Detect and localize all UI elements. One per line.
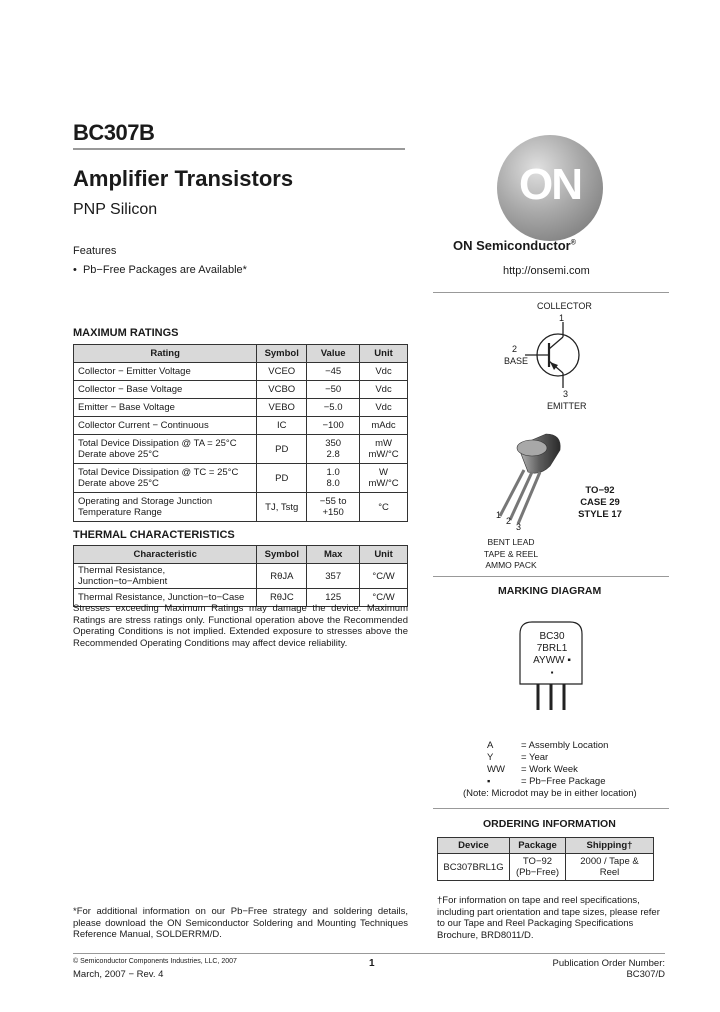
package-pin-1: 1 [496,510,502,520]
publication-number: BC307/D [626,969,665,980]
logo-text: ON [519,160,581,209]
page-title: Amplifier Transistors [73,166,294,191]
legend-key: A [487,740,494,751]
brand-name-text: ON Semiconductor [453,238,571,253]
collector-pin: 1 [559,313,565,323]
rating-cell: Emitter − Base Voltage [74,399,257,417]
column-header: Unit [360,345,408,363]
table-row [438,854,654,881]
symbol-cell: RθJC [257,589,307,607]
table-row [74,564,408,589]
column-header: Characteristic [74,546,257,564]
rating-line: Total Device Dissipation @ TA = 25°C [78,438,237,449]
lead-option: BENT LEAD [487,537,535,547]
legend-row [487,740,608,752]
legend-key: WW [487,764,505,775]
unit-cell [360,435,408,464]
legend-desc: = Year [521,752,549,763]
divider [433,576,669,577]
publication-label: Publication Order Number: [552,958,665,969]
table-row [74,464,408,493]
table-row [74,363,408,381]
stress-note: Stresses exceeding Maximum Ratings may damage the device. Maximum Ratings are stress ratings only. Functional operation above the Recommended Operating Conditions is not implied. Extended exposure to stresses above the Recommended Operating Conditions may affect device reliability. [73,603,408,649]
table-row [74,493,408,522]
rating-line: Derate above 25°C [78,478,159,489]
part-number: BC307B [73,120,155,145]
value-cell: −45 [307,363,360,381]
emitter-label: EMITTER [547,401,587,411]
legend-row [487,764,608,776]
collector-label: COLLECTOR [537,301,592,311]
symbol-cell: PD [257,464,307,493]
package-line: TO−92 [522,856,553,867]
marking-legend [487,740,608,788]
thermal-heading: THERMAL CHARACTERISTICS [73,529,235,541]
rating-line: Total Device Dissipation @ TC = 25°C [78,467,239,478]
base-label: BASE [504,356,529,366]
symbol-cell: VCEO [257,363,307,381]
registered-mark: ® [570,239,576,247]
symbol-cell: TJ, Tstg [257,493,307,522]
feature-item: • Pb−Free Packages are Available* [73,264,247,276]
table-row [74,381,408,399]
ordering-table [437,837,654,881]
rating-line: Operating and Storage Junction [78,496,213,507]
column-header: Max [307,546,360,564]
value-cell: −100 [307,417,360,435]
max-ratings-heading: MAXIMUM RATINGS [73,327,179,339]
package-pin-2: 2 [506,516,512,526]
characteristic-cell: Thermal Resistance, Junction−to−Ambient [74,564,257,589]
divider [433,292,669,293]
lead-options [483,537,539,572]
footer-divider [73,953,665,954]
symbol-cell: RθJA [257,564,307,589]
legend-desc: = Assembly Location [521,740,609,751]
unit-cell: °C/W [360,589,408,607]
legend-row [487,752,608,764]
legend-row [487,776,608,788]
rating-cell [74,435,257,464]
table-row [74,399,408,417]
value-cell: −50 [307,381,360,399]
symbol-cell: VEBO [257,399,307,417]
shipping-cell: 2000 / Tape & Reel [566,854,654,881]
value-cell: −55 to +150 [307,493,360,522]
column-header: Symbol [257,345,307,363]
tape-reel-note: †For information on tape and reel specifications, including part orientation and tape sizes, please refer to our Tape and Reel Packaging Specifications Brochure, BRD8011/D. [437,895,660,941]
legend-desc: = Work Week [521,764,578,775]
column-header: Value [307,345,360,363]
pnp-transistor-symbol [525,322,585,388]
marking-line: ▪ [550,668,554,677]
column-header: Unit [360,546,408,564]
rating-cell [74,493,257,522]
table-header-row [74,345,408,363]
package-case: CASE 29 [580,497,620,508]
base-pin: 2 [512,344,518,354]
emitter-pin: 3 [563,389,569,399]
header-divider [73,148,405,150]
value-line: 8.0 [326,478,340,489]
package-cell [510,854,566,881]
column-header: Rating [74,345,257,363]
rating-line: Temperature Range [78,507,162,518]
table-row [74,435,408,464]
max-cell: 125 [307,589,360,607]
max-cell: 357 [307,564,360,589]
features-heading: Features [73,245,117,257]
ordering-heading: ORDERING INFORMATION [483,818,616,830]
package-pin-3: 3 [516,522,522,532]
lead-option: TAPE & REEL [483,548,539,559]
lead-option: AMMO PACK [485,560,537,570]
value-cell [307,435,360,464]
pb-free-footnote: *For additional information on our Pb−Free strategy and soldering details, please download the ON Semiconductor Soldering and Mounting Techniques Reference Manual, SOLDERRM/D. [73,906,408,940]
rating-cell [74,464,257,493]
marking-line: AYWW ▪ [533,655,571,666]
table-header-row [438,838,654,854]
rating-cell: Collector − Base Voltage [74,381,257,399]
symbol-cell: PD [257,435,307,464]
value-cell [307,464,360,493]
website-link[interactable]: http://onsemi.com [503,265,590,277]
marking-text [522,631,582,679]
legend-desc: = Pb−Free Package [521,776,606,787]
package-style: STYLE 17 [578,509,622,520]
marking-line: BC30 [539,631,565,642]
value-line: 2.8 [326,449,340,460]
page-number: 1 [369,958,375,969]
unit-cell: °C/W [360,564,408,589]
column-header: Symbol [257,546,307,564]
legend-key: ▪ [487,776,491,787]
unit-cell: Vdc [360,399,408,417]
thermal-table [73,545,408,607]
copyright: © Semiconductor Components Industries, LLC, 2007 [73,958,237,965]
marking-diagram-heading: MARKING DIAGRAM [498,585,602,597]
value-cell: −5.0 [307,399,360,417]
revision-date: March, 2007 − Rev. 4 [73,969,164,980]
unit-cell: Vdc [360,381,408,399]
symbol-cell: VCBO [257,381,307,399]
rating-cell: Collector − Emitter Voltage [74,363,257,381]
unit-line: mW [375,438,392,449]
value-line: 350 [325,438,342,449]
table-row [74,417,408,435]
page-subtitle: PNP Silicon [73,201,158,218]
package-line: (Pb−Free) [515,867,560,878]
unit-line: W [379,467,389,478]
max-ratings-table [73,344,408,522]
package-name: TO−92 [585,485,615,496]
unit-cell: °C [360,493,408,522]
divider [433,808,669,809]
column-header: Shipping† [566,838,654,854]
value-line: 1.0 [326,467,340,478]
unit-cell [360,464,408,493]
marking-line: 7BRL1 [536,643,568,654]
rating-cell: Collector Current − Continuous [74,417,257,435]
device-cell: BC307BRL1G [438,854,510,881]
characteristic-cell: Thermal Resistance, Junction−to−Case [74,589,257,607]
legend-key: Y [487,752,494,763]
unit-cell: mAdc [360,417,408,435]
package-info [577,485,623,521]
symbol-cell: IC [257,417,307,435]
unit-line: mW/°C [368,449,399,460]
table-header-row [74,546,408,564]
feature-text: Pb−Free Packages are Available* [82,264,247,276]
column-header: Device [438,838,510,854]
column-header: Package [510,838,566,854]
brand-name [453,238,576,253]
unit-line: mW/°C [368,478,399,489]
microdot-note: (Note: Microdot may be in either location) [463,788,637,799]
rating-line: Derate above 25°C [78,449,159,460]
unit-cell: Vdc [360,363,408,381]
